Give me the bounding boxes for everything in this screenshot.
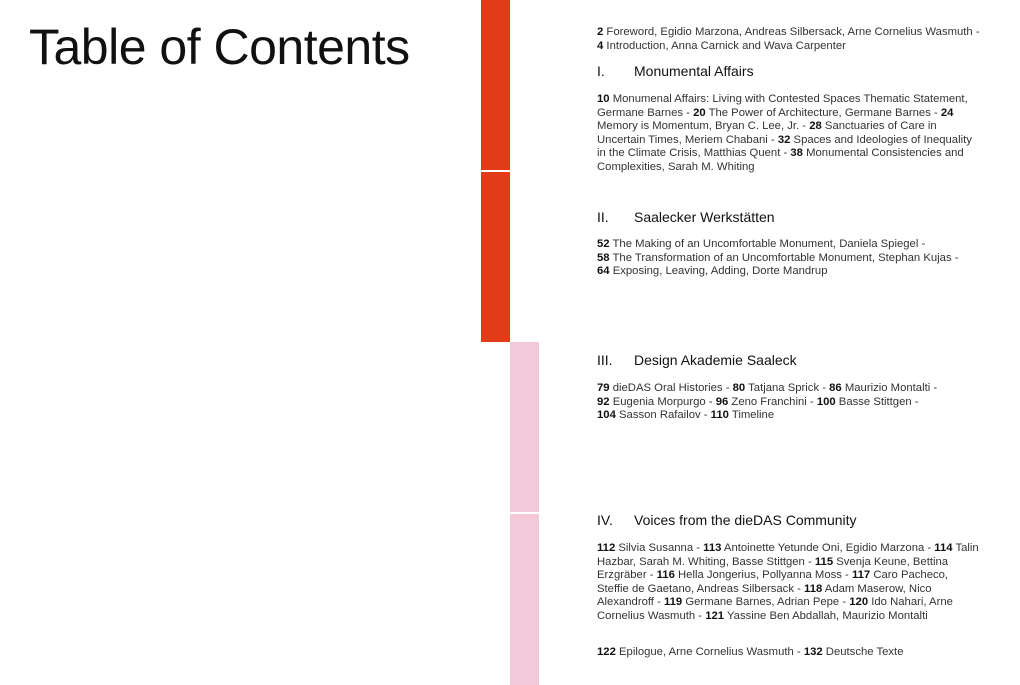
entry-text: Antoinette Yetunde Oni, Egidio Marzona - — [721, 542, 935, 554]
page-number: 80 — [732, 382, 746, 394]
entry-text: The Transformation of an Uncomfortable Monument, Stephan Kujas - — [609, 251, 959, 264]
entry-text: Monumental Consistencies and Complexities, Sarah M. Whiting — [597, 147, 964, 173]
page-number: 86 — [829, 382, 842, 394]
page-number: 114 — [934, 542, 953, 554]
page-number: 4 — [597, 39, 604, 52]
section-entries-4 — [597, 542, 982, 623]
page-number: 28 — [809, 120, 822, 132]
toc-line — [597, 382, 997, 396]
page-number: 116 — [656, 569, 675, 581]
page-number: 2 — [597, 26, 604, 38]
entry-text: Tatjana Sprick - — [745, 382, 830, 394]
entry-text: Germane Barnes, Adrian Pepe - — [682, 596, 850, 608]
page-number: 119 — [663, 596, 683, 608]
page-number: 32 — [777, 133, 791, 146]
section-numeral: IV. — [597, 512, 613, 528]
pink-bar-bottom — [510, 514, 539, 685]
entry-text: Basse Stittgen - — [835, 395, 919, 408]
section-title: Monumental Affairs — [634, 63, 754, 79]
entry-text: Adam Maserow, Nico Alexandroff - — [597, 582, 932, 608]
entry-text: Spaces and Ideologies of Inequality in the Climate Crisis, Matthias Quent - — [597, 133, 972, 159]
section-heading-2 — [597, 209, 775, 225]
entry-text: Exposing, Leaving, Adding, Dorte Mandrup — [609, 265, 828, 277]
entry-text: Silvia Susanna - — [615, 542, 704, 554]
page-number: 117 — [851, 569, 871, 581]
section-title: Voices from the dieDAS Community — [634, 512, 857, 528]
entry-text: Svenja Keune, Bettina Erzgräber - — [597, 555, 949, 581]
section-entries-3 — [597, 382, 997, 423]
entry-text: Yassine Ben Abdallah, Maurizio Montalti — [724, 609, 928, 622]
intro-entries — [597, 26, 997, 53]
page-number: 96 — [715, 395, 729, 408]
page-number: 113 — [703, 542, 722, 554]
page-number: 20 — [693, 106, 706, 119]
section-heading-4 — [597, 512, 857, 528]
entry-text: dieDAS Oral Histories - — [609, 382, 733, 394]
page-number: 110 — [710, 409, 729, 421]
entry-text: Caro Pacheco, Steffie de Gaetano, Andreas Silbersack - — [597, 569, 949, 595]
toc-entry — [597, 646, 997, 660]
toc-entry — [597, 252, 997, 266]
page-number: 122 — [597, 646, 616, 658]
toc-entry — [597, 238, 997, 252]
entry-text: Hella Jongerius, Pollyanna Moss - — [674, 569, 852, 581]
entry-text: The Power of Architecture, Germane Barnes - — [705, 106, 941, 119]
red-bar-bottom — [481, 172, 510, 342]
entry-text: Zeno Franchini - — [728, 395, 817, 408]
section-numeral: I. — [597, 63, 605, 79]
page-number: 118 — [804, 582, 823, 595]
entry-text: Timeline — [728, 409, 775, 421]
page-number: 58 — [597, 251, 610, 264]
entry-text: Epilogue, Arne Cornelius Wasmuth - — [615, 646, 804, 658]
entry-text: Sasson Rafailov - — [615, 409, 711, 421]
page-number: 104 — [597, 409, 616, 421]
page-number: 24 — [940, 106, 954, 119]
page-number: 112 — [597, 542, 616, 554]
red-bar-top — [481, 0, 510, 170]
pink-bar-top — [510, 342, 539, 512]
closing-entries — [597, 646, 997, 660]
entry-text: Eugenia Morpurgo - — [609, 395, 716, 408]
toc-entry — [597, 40, 997, 54]
section-entries-2 — [597, 238, 997, 279]
entry-text: Deutsche Texte — [822, 646, 904, 658]
section-title: Saalecker Werkstätten — [634, 209, 775, 225]
section-numeral: III. — [597, 352, 613, 368]
section-title: Design Akademie Saaleck — [634, 352, 797, 368]
section-heading-1 — [597, 63, 754, 79]
toc-entry — [597, 265, 997, 279]
entry-text: Sanctuaries of Care in Uncertain Times, Meriem Chabani - — [597, 120, 937, 146]
entry-text: Talin Hazbar, Sarah M. Whiting, Basse Stittgen - — [597, 542, 979, 568]
entry-text: Foreword, Egidio Marzona, Andreas Silbersack, Arne Cornelius Wasmuth - — [603, 26, 980, 38]
entry-text: Introduction, Anna Carnick and Wava Carpenter — [603, 39, 846, 52]
page-number: 132 — [803, 646, 823, 658]
page-number: 52 — [597, 238, 610, 250]
toc-line — [597, 396, 997, 410]
section-numeral: II. — [597, 209, 609, 225]
entry-text: The Making of an Uncomfortable Monument, Daniela Spiegel - — [609, 238, 926, 250]
page-number: 100 — [816, 395, 836, 408]
toc-line — [597, 409, 997, 423]
section-heading-3 — [597, 352, 797, 368]
entry-text: Memory is Momentum, Bryan C. Lee, Jr. - — [597, 120, 810, 132]
page-number: 10 — [597, 93, 610, 105]
toc-entry — [597, 26, 997, 40]
page-number: 92 — [597, 395, 610, 408]
page-number: 79 — [597, 382, 610, 394]
page-title: Table of Contents — [29, 19, 410, 75]
entry-text: Monumenal Affairs: Living with Contested Spaces Thematic Statement, Germane Barnes - — [597, 93, 968, 119]
page-number: 38 — [790, 147, 803, 159]
page-number: 120 — [849, 596, 869, 608]
entry-text: Maurizio Montalti - — [841, 382, 938, 394]
entry-text: Ido Nahari, Arne Cornelius Wasmuth - — [597, 596, 953, 622]
page-number: 115 — [814, 555, 834, 568]
page-number: 64 — [597, 265, 610, 277]
page-number: 121 — [705, 609, 725, 622]
section-entries-1 — [597, 93, 982, 174]
